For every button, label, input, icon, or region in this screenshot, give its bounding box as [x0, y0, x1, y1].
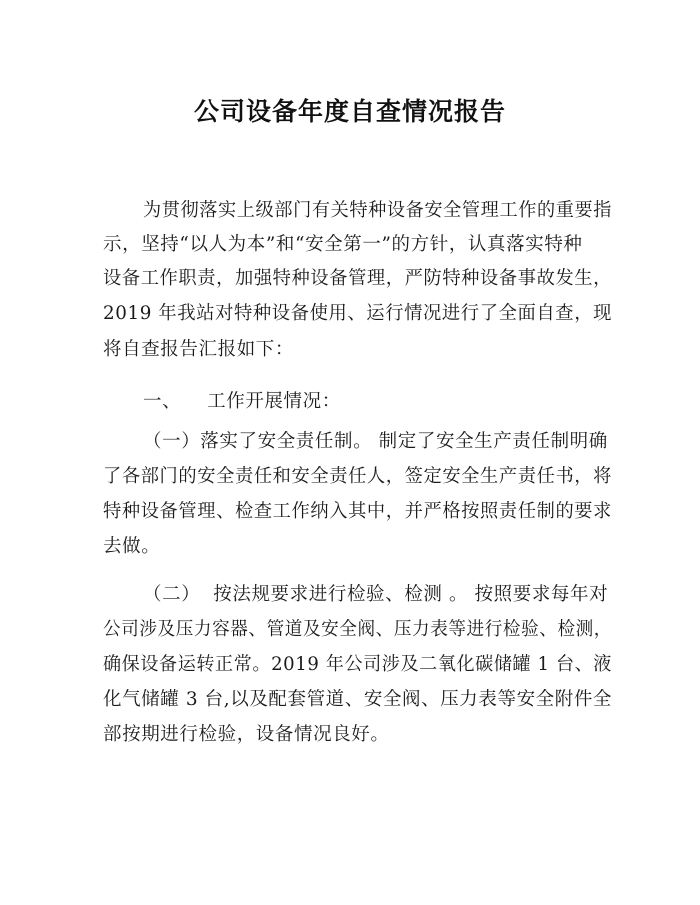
- section-heading-1: 一、 工作开展情况：: [143, 391, 341, 412]
- paragraph-3-line-1: （一）落实了安全责任制。 制定了安全生产责任制明确: [143, 431, 608, 452]
- paragraph-4-line-5: 部按期进行检验，设备情况良好。: [103, 724, 390, 745]
- paragraph-4-line-4: 化气储罐 3 台,以及配套管道、安全阀、压力表等安全附件全: [103, 689, 613, 710]
- paragraph-4-line-3: 确保设备运转正常。2019 年公司涉及二氧化碳储罐 1 台、液: [103, 654, 612, 675]
- paragraph-1-line-4: 2019 年我站对特种设备使用、运行情况进行了全面自查，现: [103, 303, 613, 324]
- paragraph-1-line-2: 示，坚持“以人为本”和“安全第一”的方针，认真落实特种: [103, 234, 583, 255]
- paragraph-4-line-1: （二） 按法规要求进行检验、检测 。 按照要求每年对: [143, 584, 609, 605]
- paragraph-3-line-2: 了各部门的安全责任和安全责任人，签定安全生产责任书，将: [103, 466, 612, 487]
- paragraph-1-line-1: 为贯彻落实上级部门有关特种设备安全管理工作的重要指: [143, 200, 613, 221]
- paragraph-1-line-5: 将自查报告汇报如下：: [103, 339, 295, 360]
- document-title: 公司设备年度自查情况报告: [193, 97, 506, 126]
- paragraph-1-line-3: 设备工作职责，加强特种设备管理，严防特种设备事故发生，: [103, 268, 612, 289]
- paragraph-4-line-2: 公司涉及压力容器、管道及安全阀、压力表等进行检验、检测，: [103, 619, 612, 640]
- paragraph-3-line-4: 去做。: [103, 536, 161, 557]
- paragraph-3-line-3: 特种设备管理、检查工作纳入其中，并严格按照责任制的要求: [103, 501, 612, 522]
